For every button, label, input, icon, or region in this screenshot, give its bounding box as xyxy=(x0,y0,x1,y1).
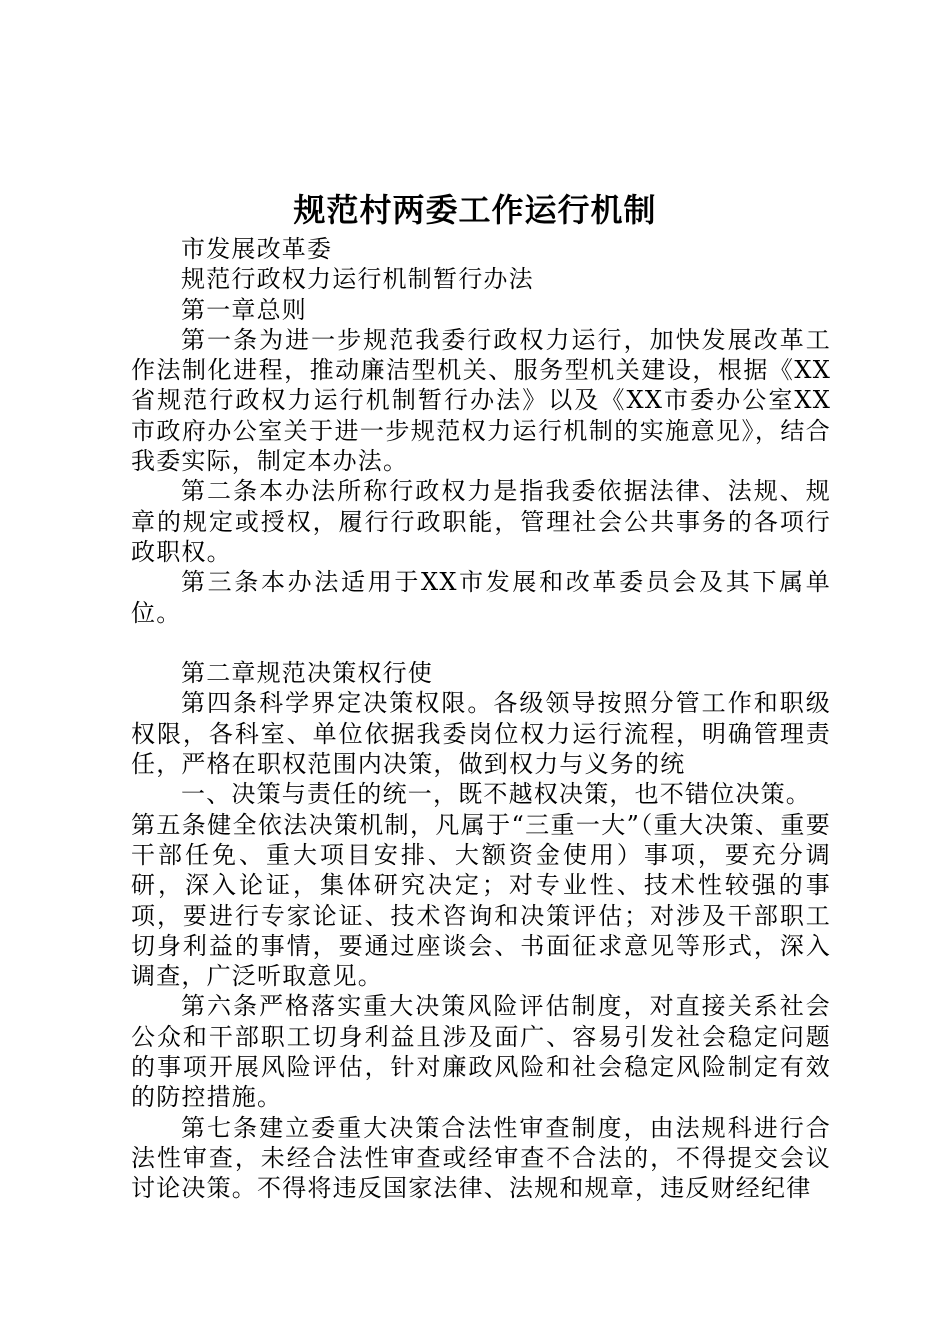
document-body xyxy=(131,234,831,1204)
body-paragraph: 第七条建立委重大决策合法性审查制度，由法规科进行合法性审查，未经合法性审查或经审查不合法的，不得提交会议讨论决策。不得将违反国家法律、法规和规章，违反财经纪律 xyxy=(131,1113,831,1203)
chapter-heading: 第一章总则 xyxy=(181,295,307,324)
body-paragraph: 市发展改革委 xyxy=(181,235,333,263)
body-paragraph: 一、决策与责任的统一，既不越权决策，也不错位决策。 xyxy=(181,780,811,809)
document-title: 规范村两委工作运行机制 xyxy=(293,191,657,229)
body-paragraph: 第六条严格落实重大决策风险评估制度，对直接关系社会公众和干部职工切身利益且涉及面广、容易引发社会稳定问题的事项开展风险评估，针对廉政风险和社会稳定风险制定有效的防控措施。 xyxy=(131,992,831,1112)
body-paragraph: 第四条科学界定决策权限。各级领导按照分管工作和职级权限，各科室、单位依据我委岗位权力运行流程，明确管理责任，严格在职权范围内决策，做到权力与义务的统 xyxy=(131,689,831,779)
body-paragraph: 第三条本办法适用于XX市发展和改革委员会及其下属单位。 xyxy=(131,568,831,627)
chapter-heading: 第二章规范决策权行使 xyxy=(181,659,433,688)
body-paragraph: 第五条健全依法决策机制，凡属于“三重一大”（重大决策、重要干部任免、重大项目安排、大额资金使用）事项，要充分调研，深入论证，集体研究决定；对专业性、技术性较强的事项，要进行专家论证、技术咨询和决策评估；对涉及干部职工切身利益的事情，要通过座谈会、书面征求意见等形式，深入调查，广泛听取意见。 xyxy=(131,810,831,991)
blank-line xyxy=(131,628,831,658)
body-paragraph: 第二条本办法所称行政权力是指我委依据法律、法规、规章的规定或授权，履行行政职能，管理社会公共事务的各项行政职权。 xyxy=(131,477,831,566)
body-paragraph: 规范行政权力运行机制暂行办法 xyxy=(181,265,534,294)
body-paragraph: 第一条为进一步规范我委行政权力运行，加快发展改革工作法制化进程，推动廉洁型机关、服务型机关建设，根据《XX省规范行政权力运行机制暂行办法》以及《XX市委办公室XX市政府办公室关于进一步规范权力运行机制的实施意见》，结合我委实际，制定本办法。 xyxy=(131,325,831,476)
